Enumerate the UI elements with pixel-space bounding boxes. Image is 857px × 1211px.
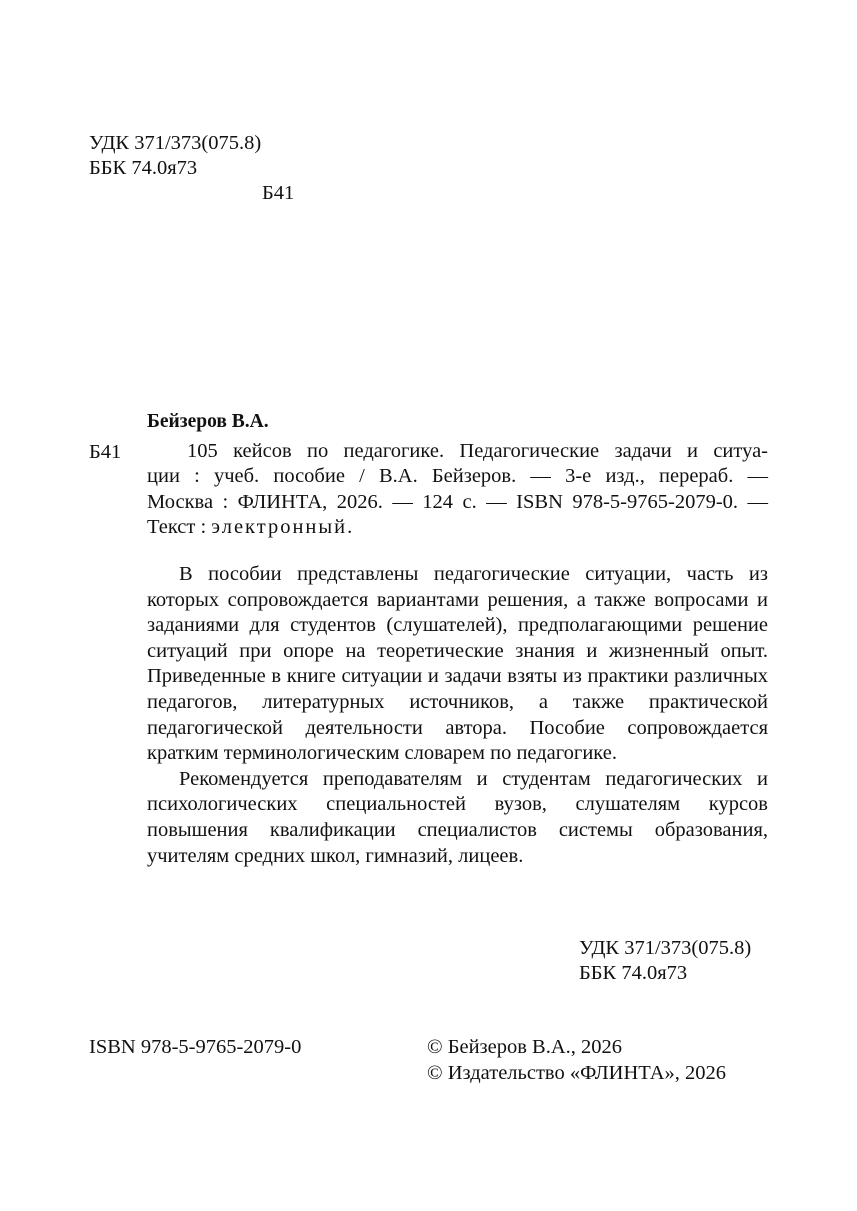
copyright-author: © Бейзеров В.А., 2026: [427, 1036, 623, 1058]
copyright-publisher: © Издательство «ФЛИНТА», 2026: [427, 1062, 727, 1084]
author-code-top: Б41: [262, 182, 295, 204]
biblio-line-2: ции : учеб. пособие / В.А. Бейзеров. — 3-е изд., перераб. —: [147, 465, 768, 488]
bibliographic-description: [147, 439, 768, 540]
author-code-card: Б41: [89, 441, 122, 463]
udk-code-bottom: УДК 371/373(075.8): [579, 937, 752, 959]
bbk-code-top: ББК 74.0я73: [89, 157, 198, 179]
annotation-paragraph-2: Рекомендуется преподавателям и студентам педагогических и психологических специальностей вузов, слушателям курсов повышения квалификации специалистов системы образования, учителям средних школ, гимназий, лицеев.: [147, 767, 768, 867]
annotation: [147, 562, 768, 869]
biblio-line-4: [147, 515, 768, 540]
resource-type: электронный.: [211, 515, 355, 538]
biblio-line-3: Москва : ФЛИНТА, 2026. — 124 с. — ISBN 978-5-9765-2079-0. —: [147, 490, 768, 513]
annotation-paragraph-1: В пособии представлены педагогические ситуации, часть из которых сопровождается вариантами решения, а также вопросами и заданиями для студентов (слушателей), предполагающими решение ситуаций при опоре на теоретические знания и жизненный опыт. Приведенные в книге ситуации и задачи взяты из практики различных педагогов, литературных источников, а также практической педагогической деятельности автора. Пособие сопровождается кратким терминологическим словарем по педагогике.: [147, 563, 768, 765]
bbk-code-bottom: ББК 74.0я73: [579, 962, 688, 984]
udk-code-top: УДК 371/373(075.8): [89, 132, 262, 154]
text-type-label: Текст :: [147, 515, 212, 538]
biblio-line-1: 105 кейсов по педагогике. Педагогические задачи и ситуа-: [187, 440, 768, 462]
isbn: ISBN 978-5-9765-2079-0: [89, 1036, 302, 1058]
author-heading: Бейзеров В.А.: [147, 411, 269, 432]
